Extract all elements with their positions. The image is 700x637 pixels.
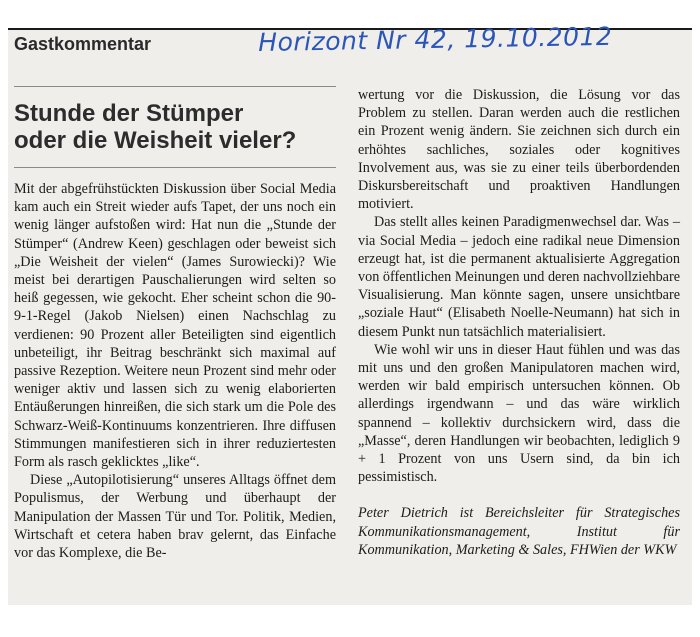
headline-bottom-rule	[14, 167, 336, 168]
section-label: Gastkommentar	[14, 34, 152, 54]
paragraph: Wie wohl wir uns in dieser Haut fühlen und was das mit uns und den großen Manipulatoren machen wird, werden wir bald empirisch untersuchen können. Ob allerdings irgendwann – und das wäre wirklich spannend – kollektiv durchsickern wird, dass die „Masse“, deren Handlungen wir beobachten, lediglich 9 + 1 Prozent von uns Usern sind, da bin ich pessimistisch.	[358, 341, 680, 486]
headline-top-rule	[14, 86, 336, 87]
paragraph: wertung vor die Diskussion, die Lösung vor das Problem zu stellen. Daran werden auch die restlichen ein Prozent wenig ändern. Sie zeichnen sich durch ein erhöhtes sachliches, soziales oder kognitives Involvement aus, was sie zu einer teils überbordenden Diskursbereitschaft und proaktiven Handlungen motiviert.	[358, 87, 680, 213]
article-column-right	[358, 86, 680, 559]
paragraph: Das stellt alles keinen Paradigmenwechsel dar. Was – via Social Media – jedoch eine radikal neue Dimension erzeugt hat, ist die permanent aktualisierte Aggregation von öffentlichen Meinungen und deren nachvollziehbare Visualisierung. Man könnte sagen, unsere unsichtbare „soziale Haut“ (Elisabeth Noelle-Neumann) hat sich in diesem Punkt nun tatsächlich materialisiert.	[358, 214, 680, 340]
headline-line-2: oder die Weisheit vieler?	[14, 127, 297, 154]
paragraph: Diese „Autopilotisierung“ unseres Alltags öffnet dem Populismus, der Werbung und überhaupt der Manipulation der Massen Tür und Tor. Politik, Medien, Wirtschaft et cetera haben brav gelernt, das Einfache vor das Komplexe, die Be-	[14, 472, 336, 562]
handwritten-note: Horizont Nr 42, 19.10.2012	[258, 21, 613, 57]
paragraph: Mit der abgefrühstückten Diskussion über Social Media kam auch ein Streit wieder aufs Tapet, der uns noch ein wenig länger aufstoßen wird: Hat nun die „Stunde der Stümper“ (Andrew Keen) geschlagen oder beweist sich „Die Weisheit der vielen“ (James Surowiecki)? Wie meist bei derartigen Pauschalierungen wird selten so heiß gegessen, wie gekocht. Eher scheint schon die 90-9-1-Regel (Jakob Nielsen) einen Nachschlag zu verdienen: 90 Prozent aller Beteiligten sind eigentlich unbeteiligt, ihr Beitrag beschränkt sich maximal auf passive Rezeption. Weitere neun Prozent sind mehr oder weniger aktiv und lassen sich zu wenig elaborierten Entäußerungen hinreißen, die sich stark um die Pole des Schwarz-Weiß-Kontinuums konzentrieren. Ihre diffusen Stimmungen manifestieren sich in ihrer reduziertesten Form als rasch geklicktes „like“.	[14, 181, 336, 471]
headline-line-1: Stunde der Stümper	[14, 100, 244, 127]
author-note: Peter Dietrich ist Bereichsleiter für Strategisches Kommunikationsmanagement, Institut für Kommunikation, Marketing & Sales, FHWien der WKW	[358, 505, 680, 558]
article-column-left	[14, 180, 336, 562]
article-headline	[14, 100, 354, 154]
